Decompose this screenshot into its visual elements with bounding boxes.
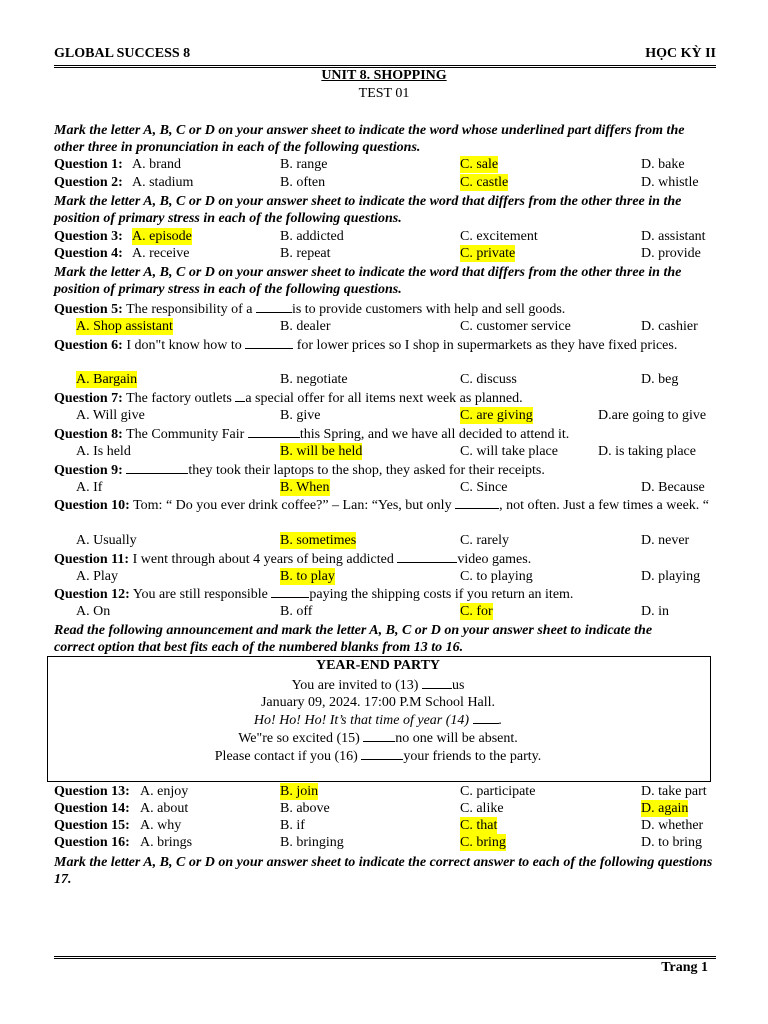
- question-text: You are still responsible: [129, 587, 272, 602]
- option-a: A. Will give: [76, 408, 145, 423]
- question-text: paying the shipping costs if you return an item.: [309, 587, 574, 602]
- instruction-questions: Mark the letter A, B, C or D on your answer sheet to indicate the word that differs from the other three in the position of primary stress in each of the following questions.: [54, 265, 682, 297]
- option-c: C. alike: [460, 801, 504, 816]
- option-a: A. about: [140, 801, 189, 816]
- question-5: [54, 300, 714, 318]
- instruction-pronunciation: Mark the letter A, B, C or D on your answer sheet to indicate the word whose underlined part differs from the other three in pronunciation in each of the following questions.: [54, 123, 685, 155]
- answer-blank: [235, 389, 245, 402]
- question-label: Question 6:: [54, 338, 123, 353]
- option-a: A. why: [140, 818, 182, 833]
- announcement-text: us: [451, 678, 465, 693]
- header-left: GLOBAL SUCCESS 8: [54, 46, 191, 61]
- option-c: C. excitement: [460, 229, 538, 244]
- option-c-answer: C. sale: [460, 157, 499, 172]
- option-c: C. rarely: [460, 533, 509, 548]
- option-d: D. whether: [641, 818, 704, 833]
- question-label: Question 12:: [54, 587, 130, 602]
- option-a: A. enjoy: [140, 784, 189, 799]
- question-text: I don"t know how to: [122, 338, 246, 353]
- option-a: A. If: [76, 480, 103, 495]
- option-b-answer: B. to play: [280, 569, 335, 584]
- question-text: they took their laptops to the shop, they asked for their receipts.: [188, 463, 545, 478]
- answer-blank: [422, 676, 452, 689]
- question-label: Question 14:: [54, 801, 130, 816]
- instruction-question-17: Mark the letter A, B, C or D on your answer sheet to indicate the correct answer to each of the following questions 17.: [54, 855, 713, 887]
- option-a-answer: A. Bargain: [76, 372, 138, 387]
- option-d: D. beg: [641, 372, 679, 387]
- option-c: C. customer service: [460, 319, 571, 334]
- option-a: A. On: [76, 604, 111, 619]
- announcement-text: Please contact if you (16): [214, 749, 362, 764]
- question-11: [54, 550, 714, 568]
- announcement-text: your friends to the party.: [403, 749, 542, 764]
- option-d: D. bake: [641, 157, 685, 172]
- option-b-answer: B. When: [280, 480, 330, 495]
- option-c-answer: C. bring: [460, 835, 506, 850]
- answer-blank: [363, 729, 395, 742]
- option-d: D. to bring: [641, 835, 703, 850]
- announcement-line-2: January 09, 2024. 17:00 P.M School Hall.: [260, 695, 496, 710]
- option-c: C. to playing: [460, 569, 533, 584]
- option-d: D. assistant: [641, 229, 706, 244]
- option-a-answer: A. episode: [132, 229, 192, 244]
- option-b: B. give: [280, 408, 321, 423]
- question-7: [54, 389, 714, 407]
- question-label: Question 13:: [54, 784, 130, 799]
- unit-title: UNIT 8. SHOPPING: [321, 68, 447, 83]
- header-right: HỌC KỲ II: [645, 46, 716, 61]
- option-c: C. discuss: [460, 372, 517, 387]
- question-9: [54, 461, 714, 479]
- option-b: B. if: [280, 818, 305, 833]
- announcement-text: You are invited to (13): [291, 678, 422, 693]
- option-c: C. participate: [460, 784, 536, 799]
- answer-blank: [256, 300, 292, 313]
- announcement-text: .: [498, 713, 503, 728]
- option-b: B. off: [280, 604, 313, 619]
- option-a: A. stadium: [132, 175, 194, 190]
- question-label: Question 3:: [54, 229, 123, 244]
- option-c-answer: C. for: [460, 604, 493, 619]
- question-12: [54, 585, 714, 603]
- question-text: is to provide customers with help and sell goods.: [291, 302, 566, 317]
- option-c-answer: C. are giving: [460, 408, 533, 423]
- option-d: D. in: [641, 604, 669, 619]
- footer-divider: [54, 956, 716, 959]
- question-label: Question 2:: [54, 175, 123, 190]
- question-6: [54, 336, 714, 354]
- question-text: The responsibility of a: [122, 302, 256, 317]
- option-d: D. take part: [641, 784, 707, 799]
- announcement-line-3: [47, 711, 709, 729]
- question-text: , not often. Just a few times a week. “: [499, 498, 710, 513]
- page-header: [54, 46, 716, 62]
- question-text: for lower prices so I shop in supermarkets as they have fixed prices.: [293, 338, 678, 353]
- option-a: A. brand: [132, 157, 181, 172]
- option-b-answer: B. sometimes: [280, 533, 357, 548]
- question-text: Tom: “ Do you ever drink coffee?” – Lan: “Yes, but only: [129, 498, 456, 513]
- option-c: C. Since: [460, 480, 508, 495]
- option-c-answer: C. that: [460, 818, 498, 833]
- option-b: B. dealer: [280, 319, 331, 334]
- question-label: Question 5:: [54, 302, 123, 317]
- question-label: Question 4:: [54, 246, 123, 261]
- question-label: Question 7:: [54, 391, 123, 406]
- option-d: D. never: [641, 533, 690, 548]
- question-label: Question 1:: [54, 157, 123, 172]
- answer-blank: [271, 585, 309, 598]
- announcement-text: We"re so excited (15): [238, 731, 364, 746]
- question-label: Question 10:: [54, 498, 130, 513]
- option-b: B. often: [280, 175, 326, 190]
- option-d: D. cashier: [641, 319, 698, 334]
- option-c-answer: C. castle: [460, 175, 509, 190]
- answer-blank: [397, 550, 457, 563]
- question-text: The factory outlets: [122, 391, 236, 406]
- question-label: Question 15:: [54, 818, 130, 833]
- option-b-answer: B. will be held: [280, 444, 363, 459]
- option-a: A. Play: [76, 569, 118, 584]
- question-text: a special offer for all items next week as planned.: [245, 391, 523, 406]
- option-a-answer: A. Shop assistant: [76, 319, 173, 334]
- option-d-answer: D. again: [641, 801, 689, 816]
- option-a: A. Is held: [76, 444, 131, 459]
- instruction-announcement: Read the following announcement and mark the letter A, B, C or D on your answer sheet to indicate the correct option that best fits each of the numbered blanks from 13 to 16.: [54, 623, 653, 655]
- answer-blank: [473, 711, 499, 724]
- option-b: B. addicted: [280, 229, 344, 244]
- option-d: D. provide: [641, 246, 701, 261]
- announcement-line-5: [47, 747, 709, 765]
- question-text: this Spring, and we have all decided to attend it.: [299, 427, 570, 442]
- announcement-heading: YEAR-END PARTY: [315, 658, 441, 673]
- option-c: C. will take place: [460, 444, 558, 459]
- option-b: B. above: [280, 801, 330, 816]
- answer-blank: [361, 747, 403, 760]
- option-b-answer: B. join: [280, 784, 319, 799]
- option-a: A. Usually: [76, 533, 137, 548]
- question-text: The Community Fair: [122, 427, 248, 442]
- question-label: Question 8:: [54, 427, 123, 442]
- question-label: Question 16:: [54, 835, 130, 850]
- answer-blank: [245, 336, 293, 349]
- answer-blank: [455, 496, 499, 509]
- page-number: Trang 1: [661, 960, 708, 975]
- announcement-text: no one will be absent.: [395, 731, 518, 746]
- option-d: D. whistle: [641, 175, 699, 190]
- option-d: D. playing: [641, 569, 701, 584]
- option-d: D. Because: [641, 480, 705, 495]
- announcement-text: Ho! Ho! Ho! It’s that time of year (14): [253, 713, 473, 728]
- option-a: A. brings: [140, 835, 193, 850]
- option-b: B. range: [280, 157, 328, 172]
- option-b: B. negotiate: [280, 372, 348, 387]
- option-b: B. bringing: [280, 835, 344, 850]
- test-title: TEST 01: [358, 86, 410, 101]
- question-8: [54, 425, 714, 443]
- option-b: B. repeat: [280, 246, 331, 261]
- option-a: A. receive: [132, 246, 190, 261]
- question-label: Question 9:: [54, 463, 123, 478]
- question-label: Question 11:: [54, 552, 130, 567]
- announcement-line-4: [47, 729, 709, 747]
- option-c-answer: C. private: [460, 246, 516, 261]
- question-10: [54, 496, 714, 514]
- option-d: D. is taking place: [598, 444, 696, 459]
- option-d: D.are going to give: [598, 408, 707, 423]
- question-text: I went through about 4 years of being addicted: [129, 552, 398, 567]
- answer-blank: [126, 461, 188, 474]
- question-text: video games.: [457, 552, 532, 567]
- answer-blank: [248, 425, 300, 438]
- instruction-stress: Mark the letter A, B, C or D on your answer sheet to indicate the word that differs from the other three in the position of primary stress in each of the following questions.: [54, 194, 682, 226]
- announcement-line-1: [47, 676, 709, 694]
